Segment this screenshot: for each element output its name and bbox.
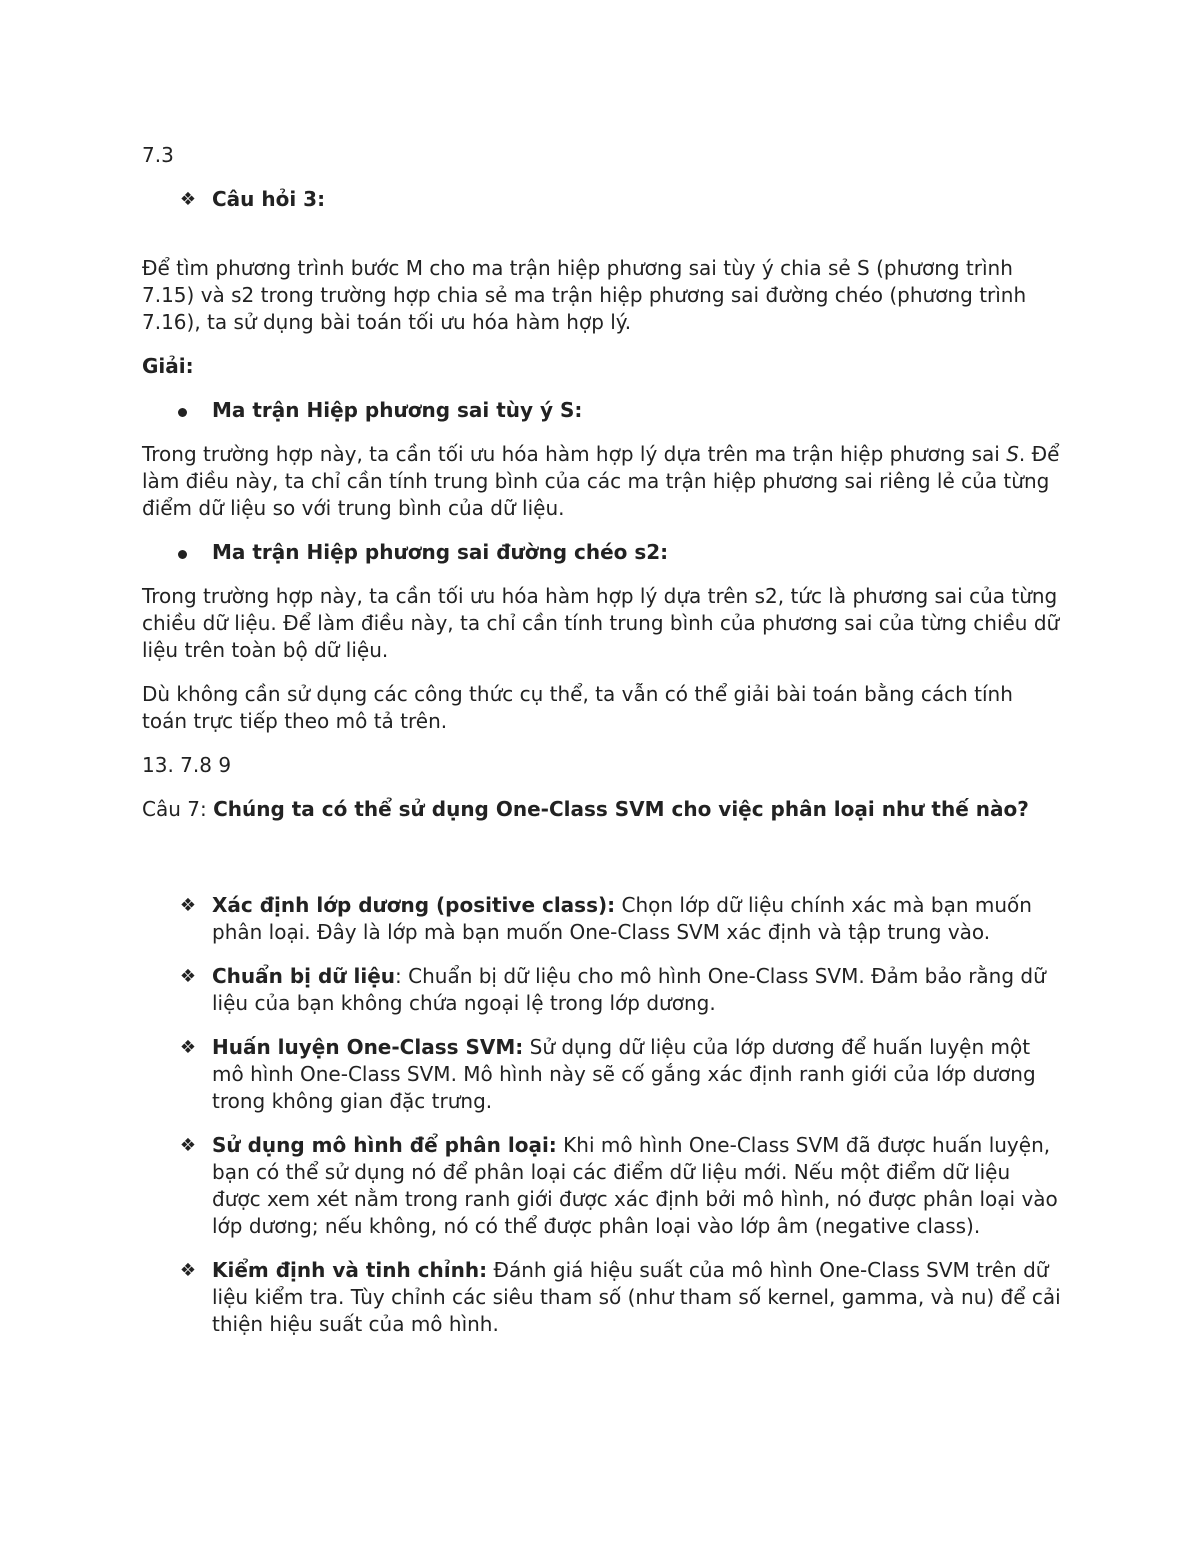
step-title: Chuẩn bị dữ liệu [212,964,396,988]
diamond-bullet-icon: ❖ [179,1260,197,1281]
step-body: : Chuẩn bị dữ liệu cho mô hình One-Class SVM. Đảm bảo rằng dữ liệu của bạn không chứa ngoại lệ trong lớp dương. [212,964,1046,1015]
step-item [142,1257,1062,1338]
step-item [142,1034,1062,1115]
step-title: Sử dụng mô hình để phân loại: [212,1133,557,1157]
closing-paragraph: Dù không cần sử dụng các công thức cụ thể, ta vẫn có thể giải bài toán bằng cách tính toán trực tiếp theo mô tả trên. [142,682,1013,733]
step-body: Đánh giá hiệu suất của mô hình One-Class SVM trên dữ liệu kiểm tra. Tùy chỉnh các siêu tham số (như tham số kernel, gamma, và nu) để cải thiện hiệu suất của mô hình. [212,1258,1061,1336]
question-3-intro: Để tìm phương trình bước M cho ma trận hiệp phương sai tùy ý chia sẻ S (phương trình 7.15) và s2 trong trường hợp chia sẻ ma trận hiệp phương sai đường chéo (phương trình 7.16), ta sử dụng bài toán tối ưu hóa hàm hợp lý. [142,256,1027,334]
diamond-bullet-icon: ❖ [179,1135,197,1156]
step-body: Khi mô hình One-Class SVM đã được huấn luyện, bạn có thể sử dụng nó để phân loại các điểm dữ liệu mới. Nếu một điểm dữ liệu được xem xét nằm trong ranh giới được xác định bởi mô hình, nó được phân loại vào lớp dương; nếu không, nó có thể được phân loại vào lớp âm (negative class). [212,1133,1058,1238]
question-7-text: Chúng ta có thể sử dụng One-Class SVM cho việc phân loại như thế nào? [213,797,1029,821]
section-number-13: 13. 7.8 9 [142,753,232,777]
diamond-bullet-icon: ❖ [179,189,197,210]
question-7 [142,796,1062,823]
diamond-bullet-icon: ❖ [179,1037,197,1058]
document-body [142,142,1062,1338]
round-bullet-icon [178,408,187,417]
step-title: Huấn luyện One-Class SVM: [212,1035,524,1059]
step-item [142,1132,1062,1240]
step-title: Kiểm định và tinh chỉnh: [212,1258,488,1282]
diamond-bullet-icon: ❖ [179,895,197,916]
step-item [142,892,1062,946]
round-bullet-icon [178,550,187,559]
section-number-7-3: 7.3 [142,143,174,167]
item2-body: Trong trường hợp này, ta cần tối ưu hóa hàm hợp lý dựa trên s2, tức là phương sai của từng chiều dữ liệu. Để làm điều này, ta chỉ cần tính trung bình của phương sai của từng chiều dữ liệu trên toàn bộ dữ liệu. [142,584,1060,662]
diamond-bullet-icon: ❖ [179,966,197,987]
question-7-prefix: Câu 7: [142,797,214,821]
item2-heading [142,539,1062,566]
item1-body: Trong trường hợp này, ta cần tối ưu hóa hàm hợp lý dựa trên ma trận hiệp phương sai S. Để làm điều này, ta chỉ cần tính trung bình của các ma trận hiệp phương sai riêng lẻ của từng điểm dữ liệu so với trung bình của dữ liệu. [142,442,1060,520]
item1-heading [142,397,1062,424]
question-3-heading [142,186,1062,213]
solution-label: Giải: [142,354,194,378]
step-body: Chọn lớp dữ liệu chính xác mà bạn muốn phân loại. Đây là lớp mà bạn muốn One-Class SVM xác định và tập trung vào. [212,893,1032,944]
item1-title: Ma trận Hiệp phương sai tùy ý S: [212,398,583,422]
question-3-label: Câu hỏi 3: [212,187,326,211]
step-item [142,963,1062,1017]
step-title: Xác định lớp dương (positive class): [212,893,616,917]
item2-title: Ma trận Hiệp phương sai đường chéo s2: [212,540,669,564]
step-body: Sử dụng dữ liệu của lớp dương để huấn luyện một mô hình One-Class SVM. Mô hình này sẽ cố gắng xác định ranh giới của lớp dương trong không gian đặc trưng. [212,1035,1036,1113]
